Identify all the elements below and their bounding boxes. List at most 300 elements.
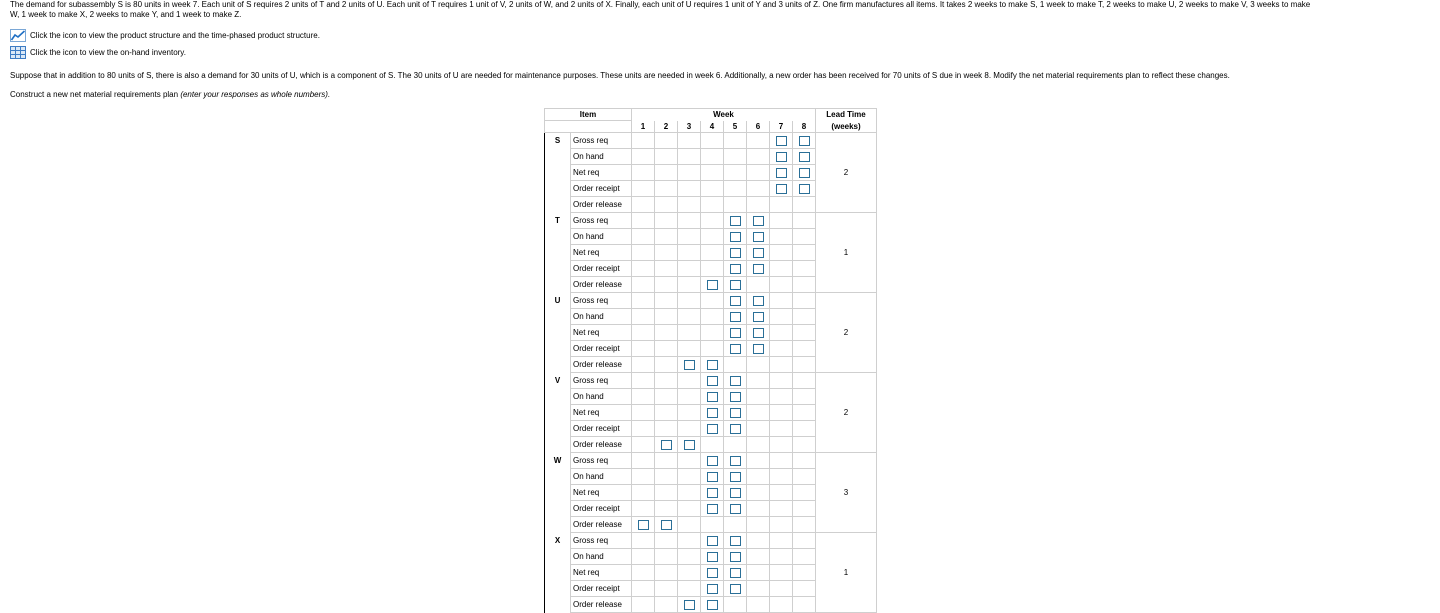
- week-cell: [793, 245, 816, 261]
- u-gross-req-week6-input[interactable]: [753, 296, 764, 306]
- row-label-net-req: Net req: [571, 405, 632, 421]
- week-cell: [724, 341, 747, 357]
- week-cell: [747, 165, 770, 181]
- week-cell: [724, 549, 747, 565]
- u-order-receipt-week5-input[interactable]: [730, 344, 741, 354]
- lead-time-value: 1: [816, 533, 877, 613]
- week-cell: [701, 149, 724, 165]
- week-header-8: 8: [793, 121, 816, 133]
- problem-line-1: The demand for subassembly S is 80 units in week 7. Each unit of S requires 2 units of T and 2 units of U. Each unit of T requires 1 unit of V, 2 units of W, and 2 units of X. Finally, each unit of U requires 1 unit of Y and 3 units of Z. One firm manufactures all items. It takes 2 weeks to make S, 1 week to make T, 2 weeks to make U, 2 weeks to make V, 3 weeks to make: [10, 0, 1311, 9]
- week-cell: [632, 549, 655, 565]
- item-name: S: [545, 133, 571, 213]
- week-cell: [724, 245, 747, 261]
- week-cell: [701, 533, 724, 549]
- v-gross-req-week4-input[interactable]: [707, 376, 718, 386]
- x-net-req-week4-input[interactable]: [707, 568, 718, 578]
- week-cell: [724, 229, 747, 245]
- w-gross-req-week5-input[interactable]: [730, 456, 741, 466]
- week-cell: [793, 485, 816, 501]
- w-order-release-week1-input[interactable]: [638, 520, 649, 530]
- row-label-order-release: Order release: [571, 197, 632, 213]
- week-cell: [724, 533, 747, 549]
- week-cell: [770, 469, 793, 485]
- week-cell: [724, 581, 747, 597]
- week-cell: [793, 309, 816, 325]
- w-on-hand-week5-input[interactable]: [730, 472, 741, 482]
- week-header-3: 3: [678, 121, 701, 133]
- week-cell: [655, 421, 678, 437]
- week-cell: [747, 229, 770, 245]
- week-cell: [655, 213, 678, 229]
- week-cell: [655, 325, 678, 341]
- week-cell: [701, 405, 724, 421]
- week-cell: [793, 277, 816, 293]
- mrp-table: [544, 108, 877, 613]
- week-cell: [770, 549, 793, 565]
- week-cell: [701, 133, 724, 149]
- week-cell: [701, 261, 724, 277]
- week-cell: [770, 501, 793, 517]
- table-row: [545, 213, 877, 229]
- week-cell: [770, 213, 793, 229]
- week-cell: [632, 357, 655, 373]
- week-cell: [678, 341, 701, 357]
- week-cell: [655, 453, 678, 469]
- w-order-receipt-week4-input[interactable]: [707, 504, 718, 514]
- week-cell: [747, 277, 770, 293]
- week-cell: [632, 533, 655, 549]
- week-cell: [701, 549, 724, 565]
- row-label-order-receipt: Order receipt: [571, 501, 632, 517]
- week-header-5: 5: [724, 121, 747, 133]
- week-cell: [747, 485, 770, 501]
- week-cell: [793, 213, 816, 229]
- week-cell: [678, 293, 701, 309]
- v-order-receipt-week5-input[interactable]: [730, 424, 741, 434]
- week-cell: [724, 293, 747, 309]
- header-item: Item: [545, 109, 632, 121]
- week-cell: [793, 325, 816, 341]
- week-cell: [793, 421, 816, 437]
- u-on-hand-week6-input[interactable]: [753, 312, 764, 322]
- week-cell: [632, 149, 655, 165]
- week-cell: [632, 421, 655, 437]
- week-cell: [701, 485, 724, 501]
- week-header-6: 6: [747, 121, 770, 133]
- v-order-release-week3-input[interactable]: [684, 440, 695, 450]
- table-grid-icon[interactable]: [10, 46, 26, 59]
- row-label-on-hand: On hand: [571, 149, 632, 165]
- week-cell: [678, 325, 701, 341]
- row-label-gross-req: Gross req: [571, 213, 632, 229]
- week-cell: [770, 517, 793, 533]
- week-cell: [655, 405, 678, 421]
- x-order-receipt-week4-input[interactable]: [707, 584, 718, 594]
- week-cell: [724, 309, 747, 325]
- u-on-hand-week5-input[interactable]: [730, 312, 741, 322]
- week-cell: [793, 597, 816, 613]
- week-cell: [678, 565, 701, 581]
- week-cell: [701, 245, 724, 261]
- t-order-receipt-week5-input[interactable]: [730, 264, 741, 274]
- week-cell: [793, 341, 816, 357]
- item-name: W: [545, 453, 571, 533]
- week-cell: [747, 261, 770, 277]
- week-cell: [770, 245, 793, 261]
- week-cell: [724, 133, 747, 149]
- week-cell: [678, 533, 701, 549]
- table-row: [545, 373, 877, 389]
- week-cell: [632, 485, 655, 501]
- w-net-req-week4-input[interactable]: [707, 488, 718, 498]
- week-cell: [701, 581, 724, 597]
- week-cell: [793, 357, 816, 373]
- week-cell: [793, 437, 816, 453]
- week-cell: [747, 389, 770, 405]
- t-on-hand-week5-input[interactable]: [730, 232, 741, 242]
- week-cell: [655, 181, 678, 197]
- table-row: [545, 293, 877, 309]
- t-order-receipt-week6-input[interactable]: [753, 264, 764, 274]
- week-cell: [678, 581, 701, 597]
- week-cell: [701, 389, 724, 405]
- t-net-req-week5-input[interactable]: [730, 248, 741, 258]
- v-order-release-week2-input[interactable]: [661, 440, 672, 450]
- week-cell: [678, 245, 701, 261]
- week-cell: [678, 421, 701, 437]
- lead-time-value: 1: [816, 213, 877, 293]
- week-cell: [770, 437, 793, 453]
- week-cell: [770, 405, 793, 421]
- week-cell: [701, 453, 724, 469]
- week-cell: [770, 277, 793, 293]
- w-order-receipt-week5-input[interactable]: [730, 504, 741, 514]
- week-cell: [793, 293, 816, 309]
- week-cell: [747, 565, 770, 581]
- week-cell: [793, 133, 816, 149]
- week-cell: [724, 357, 747, 373]
- week-cell: [655, 581, 678, 597]
- week-cell: [678, 469, 701, 485]
- week-cell: [793, 469, 816, 485]
- week-cell: [724, 373, 747, 389]
- row-label-order-receipt: Order receipt: [571, 261, 632, 277]
- week-cell: [655, 517, 678, 533]
- lead-time-value: 2: [816, 293, 877, 373]
- x-on-hand-week5-input[interactable]: [730, 552, 741, 562]
- s-gross-req-week7-input[interactable]: [776, 136, 787, 146]
- week-cell: [747, 149, 770, 165]
- s-gross-req-week8-input[interactable]: [799, 136, 810, 146]
- week-cell: [678, 549, 701, 565]
- t-on-hand-week6-input[interactable]: [753, 232, 764, 242]
- week-cell: [793, 149, 816, 165]
- s-on-hand-week7-input[interactable]: [776, 152, 787, 162]
- row-label-order-release: Order release: [571, 597, 632, 613]
- week-cell: [678, 437, 701, 453]
- week-cell: [678, 213, 701, 229]
- product-structure-link[interactable]: [10, 29, 320, 42]
- week-cell: [655, 485, 678, 501]
- week-cell: [770, 181, 793, 197]
- s-order-receipt-week7-input[interactable]: [776, 184, 787, 194]
- x-order-receipt-week5-input[interactable]: [730, 584, 741, 594]
- s-on-hand-week8-input[interactable]: [799, 152, 810, 162]
- week-cell: [793, 549, 816, 565]
- week-cell: [655, 245, 678, 261]
- row-label-gross-req: Gross req: [571, 133, 632, 149]
- week-cell: [655, 501, 678, 517]
- week-cell: [701, 341, 724, 357]
- week-cell: [770, 325, 793, 341]
- lead-time-value: 2: [816, 373, 877, 453]
- week-cell: [770, 453, 793, 469]
- week-cell: [770, 165, 793, 181]
- week-cell: [793, 581, 816, 597]
- week-header-4: 4: [701, 121, 724, 133]
- week-cell: [632, 133, 655, 149]
- week-cell: [678, 165, 701, 181]
- v-net-req-week4-input[interactable]: [707, 408, 718, 418]
- week-cell: [701, 373, 724, 389]
- week-cell: [724, 325, 747, 341]
- week-cell: [724, 261, 747, 277]
- t-order-release-week5-input[interactable]: [730, 280, 741, 290]
- week-cell: [632, 517, 655, 533]
- week-cell: [632, 325, 655, 341]
- week-cell: [747, 453, 770, 469]
- row-label-order-release: Order release: [571, 517, 632, 533]
- week-cell: [655, 197, 678, 213]
- week-cell: [678, 389, 701, 405]
- w-net-req-week5-input[interactable]: [730, 488, 741, 498]
- week-cell: [724, 405, 747, 421]
- u-gross-req-week5-input[interactable]: [730, 296, 741, 306]
- week-cell: [724, 501, 747, 517]
- lead-time-value: 2: [816, 133, 877, 213]
- week-cell: [632, 581, 655, 597]
- x-gross-req-week4-input[interactable]: [707, 536, 718, 546]
- week-cell: [724, 181, 747, 197]
- week-cell: [793, 229, 816, 245]
- w-gross-req-week4-input[interactable]: [707, 456, 718, 466]
- week-cell: [793, 261, 816, 277]
- row-label-on-hand: On hand: [571, 389, 632, 405]
- week-cell: [678, 229, 701, 245]
- week-cell: [770, 485, 793, 501]
- item-name: U: [545, 293, 571, 373]
- week-cell: [770, 341, 793, 357]
- row-label-net-req: Net req: [571, 565, 632, 581]
- week-cell: [632, 565, 655, 581]
- week-cell: [655, 357, 678, 373]
- s-net-req-week8-input[interactable]: [799, 168, 810, 178]
- u-net-req-week6-input[interactable]: [753, 328, 764, 338]
- row-label-on-hand: On hand: [571, 549, 632, 565]
- x-on-hand-week4-input[interactable]: [707, 552, 718, 562]
- week-cell: [632, 389, 655, 405]
- week-cell: [747, 341, 770, 357]
- week-cell: [655, 149, 678, 165]
- row-label-gross-req: Gross req: [571, 453, 632, 469]
- week-cell: [701, 277, 724, 293]
- week-cell: [632, 469, 655, 485]
- week-cell: [678, 405, 701, 421]
- week-cell: [655, 261, 678, 277]
- week-cell: [770, 581, 793, 597]
- v-net-req-week5-input[interactable]: [730, 408, 741, 418]
- row-label-gross-req: Gross req: [571, 533, 632, 549]
- on-hand-inventory-link[interactable]: [10, 46, 186, 59]
- week-cell: [678, 133, 701, 149]
- week-cell: [747, 245, 770, 261]
- week-cell: [678, 309, 701, 325]
- chart-line-icon[interactable]: [10, 29, 26, 42]
- week-cell: [655, 277, 678, 293]
- item-name: T: [545, 213, 571, 293]
- row-label-gross-req: Gross req: [571, 373, 632, 389]
- v-on-hand-week4-input[interactable]: [707, 392, 718, 402]
- week-cell: [770, 293, 793, 309]
- week-cell: [632, 261, 655, 277]
- week-cell: [678, 453, 701, 469]
- week-cell: [678, 277, 701, 293]
- v-on-hand-week5-input[interactable]: [730, 392, 741, 402]
- week-cell: [793, 405, 816, 421]
- week-cell: [701, 197, 724, 213]
- week-cell: [632, 165, 655, 181]
- week-cell: [678, 501, 701, 517]
- week-cell: [747, 469, 770, 485]
- problem-statement: [10, 0, 1425, 19]
- week-cell: [632, 293, 655, 309]
- instruction: [10, 90, 330, 99]
- scenario-paragraph: Suppose that in addition to 80 units of S, there is also a demand for 30 units of U, which is a component of S. The 30 units of U are needed for maintenance purposes. These units are needed in week 6. Additionally, a new order has been received for 70 units of S due in week 8. Modify the net material requirements plan to reflect these changes.: [10, 71, 1230, 80]
- header-item-spacer: [545, 121, 632, 133]
- table-row: [545, 133, 877, 149]
- week-cell: [724, 213, 747, 229]
- t-gross-req-week5-input[interactable]: [730, 216, 741, 226]
- week-cell: [655, 133, 678, 149]
- week-cell: [678, 485, 701, 501]
- week-cell: [655, 389, 678, 405]
- row-label-order-receipt: Order receipt: [571, 421, 632, 437]
- week-cell: [632, 373, 655, 389]
- week-cell: [724, 277, 747, 293]
- week-cell: [701, 181, 724, 197]
- item-name: V: [545, 373, 571, 453]
- week-cell: [724, 197, 747, 213]
- x-net-req-week5-input[interactable]: [730, 568, 741, 578]
- v-order-receipt-week4-input[interactable]: [707, 424, 718, 434]
- week-cell: [724, 437, 747, 453]
- week-cell: [701, 501, 724, 517]
- week-cell: [724, 421, 747, 437]
- s-order-receipt-week8-input[interactable]: [799, 184, 810, 194]
- u-order-release-week3-input[interactable]: [684, 360, 695, 370]
- week-cell: [793, 373, 816, 389]
- t-gross-req-week6-input[interactable]: [753, 216, 764, 226]
- week-cell: [632, 197, 655, 213]
- week-cell: [678, 261, 701, 277]
- row-label-order-release: Order release: [571, 277, 632, 293]
- t-order-release-week4-input[interactable]: [707, 280, 718, 290]
- table-row: [545, 533, 877, 549]
- week-cell: [770, 133, 793, 149]
- week-cell: [747, 517, 770, 533]
- week-cell: [701, 325, 724, 341]
- header-lead-time: Lead Time: [816, 109, 877, 121]
- week-cell: [747, 197, 770, 213]
- week-cell: [747, 581, 770, 597]
- week-cell: [724, 565, 747, 581]
- week-cell: [678, 517, 701, 533]
- u-net-req-week5-input[interactable]: [730, 328, 741, 338]
- header-lead-unit: (weeks): [816, 121, 877, 133]
- row-label-order-release: Order release: [571, 437, 632, 453]
- week-cell: [770, 229, 793, 245]
- week-cell: [655, 549, 678, 565]
- week-cell: [747, 533, 770, 549]
- week-cell: [701, 357, 724, 373]
- week-cell: [724, 165, 747, 181]
- product-structure-text[interactable]: Click the icon to view the product structure and the time-phased product structure.: [30, 31, 320, 40]
- week-cell: [655, 565, 678, 581]
- row-label-net-req: Net req: [571, 325, 632, 341]
- row-label-gross-req: Gross req: [571, 293, 632, 309]
- week-cell: [770, 373, 793, 389]
- row-label-net-req: Net req: [571, 165, 632, 181]
- week-cell: [678, 149, 701, 165]
- u-order-release-week4-input[interactable]: [707, 360, 718, 370]
- row-label-order-release: Order release: [571, 357, 632, 373]
- instruction-main: Construct a new net material requirements plan: [10, 90, 181, 99]
- week-cell: [724, 597, 747, 613]
- x-gross-req-week5-input[interactable]: [730, 536, 741, 546]
- week-cell: [770, 565, 793, 581]
- week-cell: [632, 437, 655, 453]
- t-net-req-week6-input[interactable]: [753, 248, 764, 258]
- week-cell: [793, 389, 816, 405]
- week-header-1: 1: [632, 121, 655, 133]
- week-cell: [632, 181, 655, 197]
- on-hand-inventory-text[interactable]: Click the icon to view the on-hand inventory.: [30, 48, 186, 57]
- week-cell: [793, 181, 816, 197]
- week-cell: [724, 469, 747, 485]
- w-order-release-week2-input[interactable]: [661, 520, 672, 530]
- u-order-receipt-week6-input[interactable]: [753, 344, 764, 354]
- row-label-order-receipt: Order receipt: [571, 341, 632, 357]
- week-cell: [747, 597, 770, 613]
- week-cell: [655, 165, 678, 181]
- week-cell: [747, 405, 770, 421]
- week-cell: [793, 517, 816, 533]
- v-gross-req-week5-input[interactable]: [730, 376, 741, 386]
- week-cell: [747, 437, 770, 453]
- week-cell: [724, 453, 747, 469]
- week-cell: [747, 293, 770, 309]
- week-cell: [770, 357, 793, 373]
- week-cell: [632, 405, 655, 421]
- row-label-on-hand: On hand: [571, 309, 632, 325]
- w-on-hand-week4-input[interactable]: [707, 472, 718, 482]
- week-cell: [701, 565, 724, 581]
- row-label-net-req: Net req: [571, 245, 632, 261]
- s-net-req-week7-input[interactable]: [776, 168, 787, 178]
- row-label-on-hand: On hand: [571, 469, 632, 485]
- week-cell: [678, 597, 701, 613]
- week-cell: [655, 469, 678, 485]
